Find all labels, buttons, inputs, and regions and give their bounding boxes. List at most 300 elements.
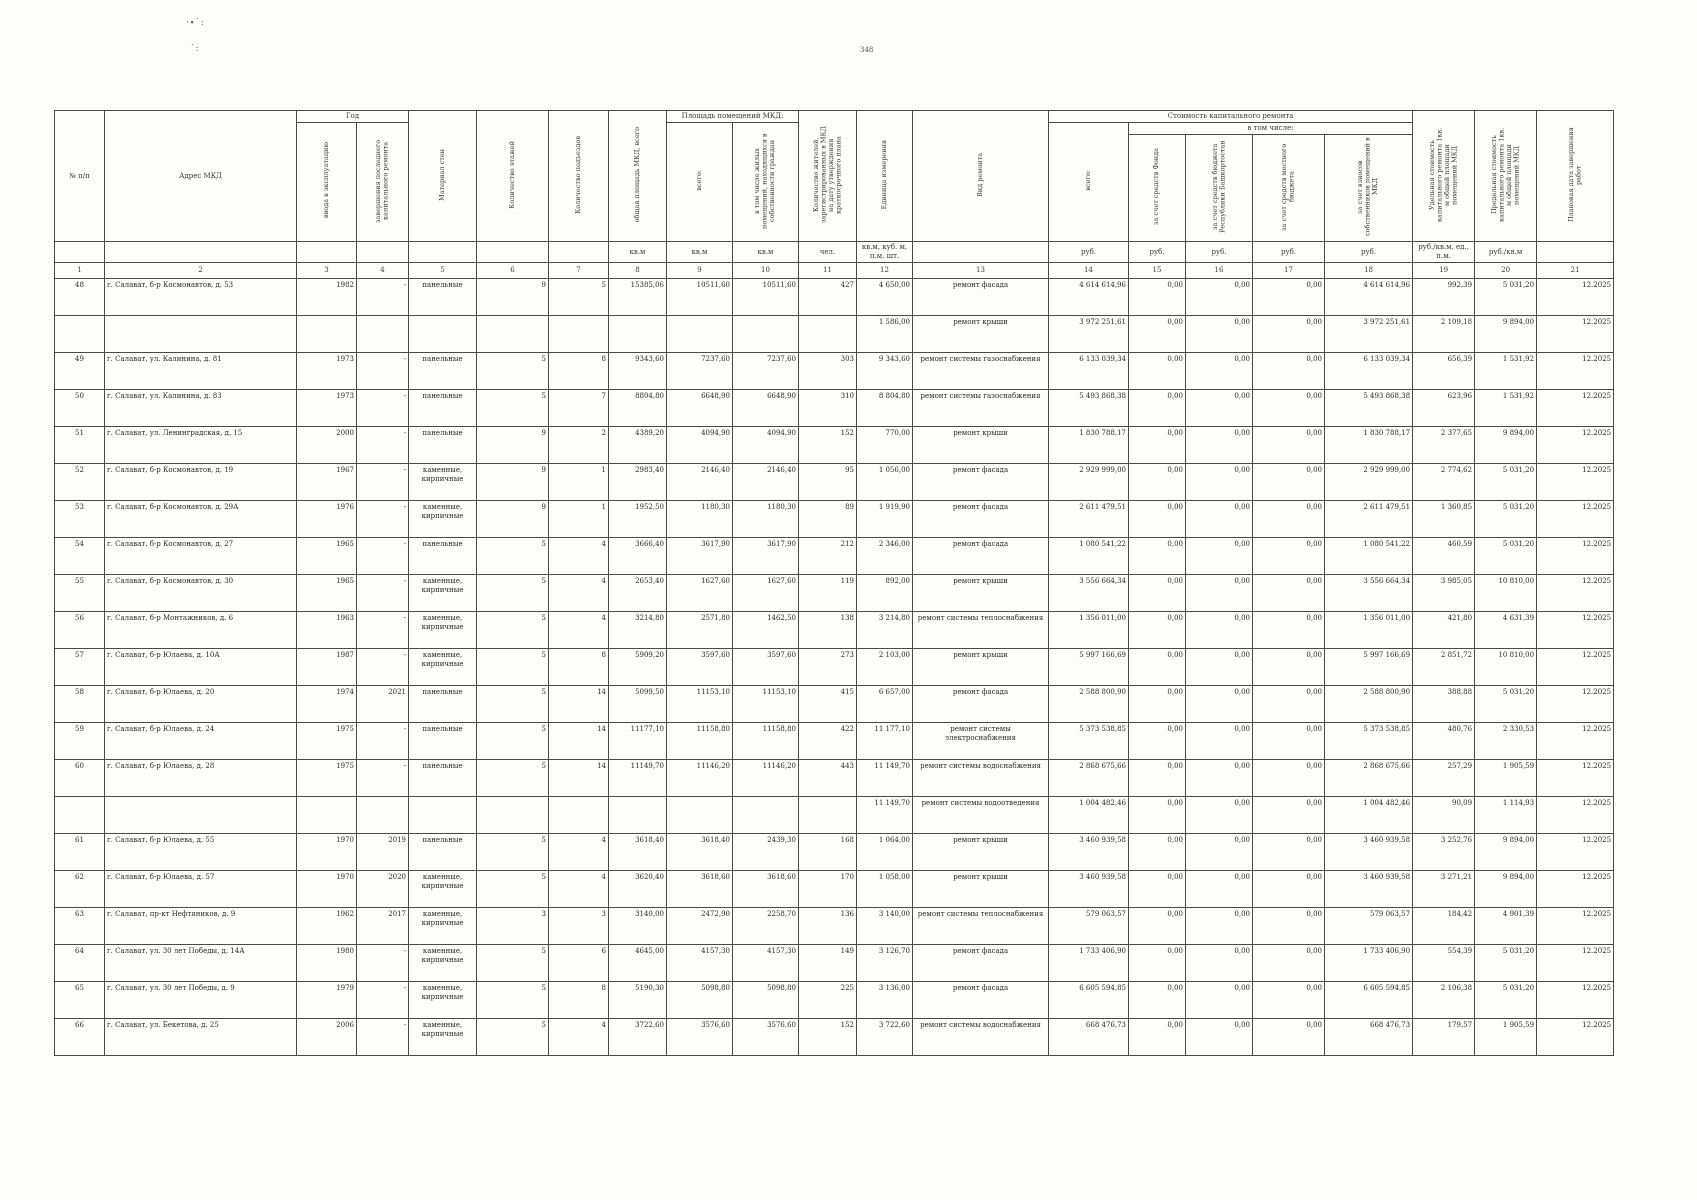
row-cost-total: 2 868 675,66 <box>1049 760 1129 797</box>
table-row <box>55 464 1614 501</box>
row-year-repair: - <box>357 501 409 538</box>
row-cost-owners: 3 972 251,61 <box>1325 316 1413 353</box>
row-total-area: 1952,50 <box>609 501 667 538</box>
table-row <box>55 908 1614 945</box>
row-volume: 1 058,00 <box>857 871 913 908</box>
unit-cell <box>477 242 549 263</box>
row-volume: 6 657,00 <box>857 686 913 723</box>
page-number: 348 <box>860 46 874 54</box>
table-row <box>55 390 1614 427</box>
row-cost-total: 1 830 788,17 <box>1049 427 1129 464</box>
row-residents: 152 <box>799 1019 857 1056</box>
col-unit-cost-header: Удельная стоимость капитального ремонта 1кв. м общей площади помещений МКД <box>1413 111 1475 242</box>
row-cost-rb-budget: 0,00 <box>1186 1019 1253 1056</box>
row-year-built: 1980 <box>297 945 357 982</box>
row-limit-cost: 5 031,20 <box>1475 686 1537 723</box>
row-cost-owners: 2 611 479,51 <box>1325 501 1413 538</box>
row-entrances: 6 <box>549 945 609 982</box>
row-wall-material: каменные, кирпичные <box>409 982 477 1019</box>
row-year-built: 1970 <box>297 871 357 908</box>
row-address: г. Салават, б-р Космонавтов, д. 27 <box>105 538 297 575</box>
row-premises-total <box>667 797 733 834</box>
row-cost-owners: 1 004 482,46 <box>1325 797 1413 834</box>
row-wall-material: панельные <box>409 686 477 723</box>
row-premises-total: 4094,90 <box>667 427 733 464</box>
row-cost-total: 1 356 011,00 <box>1049 612 1129 649</box>
row-cost-fund: 0,00 <box>1129 686 1186 723</box>
row-work-type: ремонт системы теплоснабжения <box>913 908 1049 945</box>
row-residents <box>799 797 857 834</box>
row-cost-fund: 0,00 <box>1129 649 1186 686</box>
row-cost-rb-budget: 0,00 <box>1186 982 1253 1019</box>
row-address: г. Салават, б-р Юлаева, д. 57 <box>105 871 297 908</box>
row-volume: 1 919,90 <box>857 501 913 538</box>
row-plan-date: 12.2025 <box>1537 501 1614 538</box>
row-residents: 310 <box>799 390 857 427</box>
row-volume: 3 140,00 <box>857 908 913 945</box>
unit-cell: руб. <box>1253 242 1325 263</box>
unit-cell <box>297 242 357 263</box>
row-entrances: 8 <box>549 353 609 390</box>
table-row <box>55 797 1614 834</box>
row-volume: 4 650,00 <box>857 279 913 316</box>
unit-cell <box>1537 242 1614 263</box>
row-volume: 8 804,80 <box>857 390 913 427</box>
unit-cell: кв.м <box>609 242 667 263</box>
row-year-built: 1973 <box>297 353 357 390</box>
row-cost-rb-budget: 0,00 <box>1186 649 1253 686</box>
row-premises-owned: 2439,30 <box>733 834 799 871</box>
row-plan-date: 12.2025 <box>1537 797 1614 834</box>
row-work-type: ремонт системы теплоснабжения <box>913 612 1049 649</box>
row-unit-cost: 460,59 <box>1413 538 1475 575</box>
row-limit-cost: 5 031,20 <box>1475 538 1537 575</box>
row-year-built: 1975 <box>297 723 357 760</box>
column-number-cell: 11 <box>799 263 857 279</box>
column-number-cell: 13 <box>913 263 1049 279</box>
row-limit-cost: 5 031,20 <box>1475 982 1537 1019</box>
table-row <box>55 834 1614 871</box>
row-cost-fund: 0,00 <box>1129 390 1186 427</box>
row-year-built: 1962 <box>297 908 357 945</box>
row-limit-cost: 4 631,39 <box>1475 612 1537 649</box>
row-limit-cost: 1 531,92 <box>1475 390 1537 427</box>
row-entrances <box>549 316 609 353</box>
row-num <box>55 797 105 834</box>
table-row <box>55 982 1614 1019</box>
row-volume: 3 136,00 <box>857 982 913 1019</box>
row-residents: 415 <box>799 686 857 723</box>
row-limit-cost: 4 901,39 <box>1475 908 1537 945</box>
row-entrances: 14 <box>549 760 609 797</box>
table-row <box>55 427 1614 464</box>
row-year-repair: - <box>357 575 409 612</box>
row-premises-owned: 1462,50 <box>733 612 799 649</box>
row-year-built: 1973 <box>297 390 357 427</box>
col-num-header: № п/п <box>55 111 105 242</box>
row-cost-rb-budget: 0,00 <box>1186 464 1253 501</box>
row-cost-local-budget: 0,00 <box>1253 464 1325 501</box>
units-row <box>55 242 1614 263</box>
row-cost-owners: 668 476,73 <box>1325 1019 1413 1056</box>
row-num: 51 <box>55 427 105 464</box>
row-floors: 5 <box>477 538 549 575</box>
row-premises-total <box>667 316 733 353</box>
row-unit-cost: 3 271,21 <box>1413 871 1475 908</box>
row-num: 52 <box>55 464 105 501</box>
row-entrances: 4 <box>549 538 609 575</box>
row-unit-cost: 90,09 <box>1413 797 1475 834</box>
row-year-built: 1982 <box>297 279 357 316</box>
row-total-area: 3618,40 <box>609 834 667 871</box>
row-cost-owners: 1 830 788,17 <box>1325 427 1413 464</box>
row-residents: 303 <box>799 353 857 390</box>
table-row <box>55 612 1614 649</box>
row-floors <box>477 797 549 834</box>
row-cost-local-budget: 0,00 <box>1253 945 1325 982</box>
row-address: г. Салават, б-р Юлаева, д. 20 <box>105 686 297 723</box>
row-premises-owned <box>733 316 799 353</box>
row-entrances: 4 <box>549 612 609 649</box>
row-cost-rb-budget: 0,00 <box>1186 871 1253 908</box>
row-year-built: 1965 <box>297 538 357 575</box>
row-premises-owned: 11153,10 <box>733 686 799 723</box>
row-year-repair: - <box>357 538 409 575</box>
col-material-header: Материал стен <box>409 111 477 242</box>
row-floors: 5 <box>477 945 549 982</box>
row-volume: 3 722,60 <box>857 1019 913 1056</box>
row-plan-date: 12.2025 <box>1537 427 1614 464</box>
row-limit-cost: 10 810,00 <box>1475 649 1537 686</box>
row-address: г. Салават, б-р Космонавтов, д. 29А <box>105 501 297 538</box>
row-floors: 5 <box>477 686 549 723</box>
row-cost-local-budget: 0,00 <box>1253 908 1325 945</box>
row-cost-rb-budget: 0,00 <box>1186 501 1253 538</box>
row-residents: 152 <box>799 427 857 464</box>
row-premises-total: 3617,90 <box>667 538 733 575</box>
row-total-area: 4389,20 <box>609 427 667 464</box>
row-entrances: 4 <box>549 1019 609 1056</box>
row-unit-cost: 2 851,72 <box>1413 649 1475 686</box>
row-cost-owners: 3 460 939,58 <box>1325 871 1413 908</box>
row-work-type: ремонт крыши <box>913 427 1049 464</box>
row-wall-material: каменные, кирпичные <box>409 501 477 538</box>
row-cost-local-budget: 0,00 <box>1253 612 1325 649</box>
row-entrances: 4 <box>549 871 609 908</box>
row-year-repair: - <box>357 649 409 686</box>
col-year-built-header: ввода в эксплуатацию <box>297 123 357 242</box>
row-unit-cost: 388,88 <box>1413 686 1475 723</box>
row-unit-cost: 2 106,38 <box>1413 982 1475 1019</box>
row-work-type: ремонт крыши <box>913 834 1049 871</box>
row-year-repair: 2017 <box>357 908 409 945</box>
column-number-cell: 19 <box>1413 263 1475 279</box>
row-total-area: 11177,10 <box>609 723 667 760</box>
col-floors-header: Количество этажей <box>477 111 549 242</box>
row-cost-total: 579 063,57 <box>1049 908 1129 945</box>
row-year-built: 1965 <box>297 575 357 612</box>
row-cost-owners: 2 588 800,90 <box>1325 686 1413 723</box>
row-cost-local-budget: 0,00 <box>1253 390 1325 427</box>
row-year-repair: - <box>357 427 409 464</box>
row-premises-owned: 1180,30 <box>733 501 799 538</box>
row-plan-date: 12.2025 <box>1537 390 1614 427</box>
unit-cell <box>549 242 609 263</box>
column-number-cell: 4 <box>357 263 409 279</box>
row-plan-date: 12.2025 <box>1537 464 1614 501</box>
row-entrances: 8 <box>549 982 609 1019</box>
row-entrances: 1 <box>549 464 609 501</box>
row-cost-rb-budget: 0,00 <box>1186 575 1253 612</box>
row-cost-total: 1 080 541,22 <box>1049 538 1129 575</box>
row-cost-owners: 6 605 594,85 <box>1325 982 1413 1019</box>
unit-cell <box>55 242 105 263</box>
row-cost-fund: 0,00 <box>1129 501 1186 538</box>
premises-group-header: Площадь помещений МКД: <box>667 111 799 123</box>
row-unit-cost: 623,96 <box>1413 390 1475 427</box>
row-unit-cost: 3 985,05 <box>1413 575 1475 612</box>
row-cost-total: 3 556 664,34 <box>1049 575 1129 612</box>
row-wall-material: каменные, кирпичные <box>409 908 477 945</box>
row-cost-local-budget: 0,00 <box>1253 501 1325 538</box>
col-limit-cost-header: Предельная стоимость капитального ремонта 1кв. м общей площади помещений МКД <box>1475 111 1537 242</box>
row-floors: 3 <box>477 908 549 945</box>
row-volume: 1 064,00 <box>857 834 913 871</box>
row-unit-cost: 1 360,85 <box>1413 501 1475 538</box>
row-work-type: ремонт системы газоснабжения <box>913 390 1049 427</box>
row-limit-cost: 5 031,20 <box>1475 464 1537 501</box>
row-cost-total: 3 972 251,61 <box>1049 316 1129 353</box>
row-plan-date: 12.2025 <box>1537 279 1614 316</box>
row-wall-material: каменные, кирпичные <box>409 575 477 612</box>
row-plan-date: 12.2025 <box>1537 649 1614 686</box>
table-row <box>55 760 1614 797</box>
table-row <box>55 575 1614 612</box>
row-entrances: 4 <box>549 575 609 612</box>
table-row <box>55 1019 1614 1056</box>
row-volume: 9 343,60 <box>857 353 913 390</box>
row-address <box>105 797 297 834</box>
table-row <box>55 945 1614 982</box>
row-volume: 2 346,00 <box>857 538 913 575</box>
row-cost-total: 6 133 039,34 <box>1049 353 1129 390</box>
row-total-area: 8804,80 <box>609 390 667 427</box>
unit-cell: руб. <box>1186 242 1253 263</box>
row-cost-local-budget: 0,00 <box>1253 279 1325 316</box>
row-volume: 770,00 <box>857 427 913 464</box>
row-cost-total: 5 997 166,69 <box>1049 649 1129 686</box>
row-cost-fund: 0,00 <box>1129 353 1186 390</box>
row-residents: 95 <box>799 464 857 501</box>
row-unit-cost: 179,57 <box>1413 1019 1475 1056</box>
row-year-built: 2000 <box>297 427 357 464</box>
repair-plan-grid <box>54 110 1614 1056</box>
row-address: г. Салават, ул. Калинина, д. 83 <box>105 390 297 427</box>
row-wall-material: панельные <box>409 390 477 427</box>
row-plan-date: 12.2025 <box>1537 1019 1614 1056</box>
column-number-cell: 10 <box>733 263 799 279</box>
row-num: 61 <box>55 834 105 871</box>
row-num: 58 <box>55 686 105 723</box>
row-plan-date: 12.2025 <box>1537 686 1614 723</box>
row-wall-material: каменные, кирпичные <box>409 649 477 686</box>
row-cost-rb-budget: 0,00 <box>1186 353 1253 390</box>
row-num: 60 <box>55 760 105 797</box>
unit-cell <box>409 242 477 263</box>
column-number-cell: 6 <box>477 263 549 279</box>
row-year-built <box>297 797 357 834</box>
row-premises-total: 10511,60 <box>667 279 733 316</box>
row-residents: 443 <box>799 760 857 797</box>
row-premises-owned: 1627,60 <box>733 575 799 612</box>
row-year-repair: - <box>357 464 409 501</box>
row-cost-rb-budget: 0,00 <box>1186 427 1253 464</box>
row-work-type: ремонт системы электроснабжения <box>913 723 1049 760</box>
col-entrances-header: Количество подъездов <box>549 111 609 242</box>
row-residents: 273 <box>799 649 857 686</box>
row-year-repair: - <box>357 723 409 760</box>
row-cost-rb-budget: 0,00 <box>1186 797 1253 834</box>
row-limit-cost: 9 894,00 <box>1475 834 1537 871</box>
row-num: 48 <box>55 279 105 316</box>
row-cost-total: 2 588 800,90 <box>1049 686 1129 723</box>
row-cost-total: 5 493 868,38 <box>1049 390 1129 427</box>
table-row <box>55 871 1614 908</box>
row-cost-fund: 0,00 <box>1129 797 1186 834</box>
row-cost-local-budget: 0,00 <box>1253 760 1325 797</box>
row-total-area: 3214,80 <box>609 612 667 649</box>
row-address: г. Салават, б-р Юлаева, д. 28 <box>105 760 297 797</box>
row-entrances: 1 <box>549 501 609 538</box>
table-row <box>55 649 1614 686</box>
row-work-type: ремонт системы газоснабжения <box>913 353 1049 390</box>
row-address: г. Салават, ул. Бекетова, д. 25 <box>105 1019 297 1056</box>
year-group-header: Год <box>297 111 409 123</box>
table-row <box>55 279 1614 316</box>
row-premises-total: 11158,80 <box>667 723 733 760</box>
unit-cell: чел. <box>799 242 857 263</box>
row-wall-material: каменные, кирпичные <box>409 945 477 982</box>
row-address: г. Салават, пр-кт Нефтяников, д. 9 <box>105 908 297 945</box>
row-residents: 89 <box>799 501 857 538</box>
row-num: 66 <box>55 1019 105 1056</box>
row-year-built: 1970 <box>297 834 357 871</box>
row-residents: 427 <box>799 279 857 316</box>
row-address <box>105 316 297 353</box>
column-number-cell: 14 <box>1049 263 1129 279</box>
row-wall-material: панельные <box>409 723 477 760</box>
row-cost-fund: 0,00 <box>1129 279 1186 316</box>
row-premises-total: 3576,60 <box>667 1019 733 1056</box>
row-cost-owners: 2 929 999,00 <box>1325 464 1413 501</box>
col-owners-header: за счет взносов собственников помещений в МКД <box>1325 135 1413 242</box>
row-year-repair: - <box>357 390 409 427</box>
row-num: 59 <box>55 723 105 760</box>
row-wall-material <box>409 797 477 834</box>
row-unit-cost: 992,39 <box>1413 279 1475 316</box>
row-address: г. Салават, б-р Космонавтов, д. 30 <box>105 575 297 612</box>
row-cost-rb-budget: 0,00 <box>1186 760 1253 797</box>
row-floors: 9 <box>477 501 549 538</box>
row-num: 50 <box>55 390 105 427</box>
row-address: г. Салават, ул. Калинина, д. 81 <box>105 353 297 390</box>
row-floors: 5 <box>477 1019 549 1056</box>
row-year-repair: 2020 <box>357 871 409 908</box>
row-premises-total: 3597,60 <box>667 649 733 686</box>
row-floors: 9 <box>477 427 549 464</box>
row-total-area <box>609 316 667 353</box>
row-floors: 5 <box>477 649 549 686</box>
row-plan-date: 12.2025 <box>1537 575 1614 612</box>
row-wall-material: каменные, кирпичные <box>409 464 477 501</box>
row-entrances: 5 <box>549 279 609 316</box>
row-unit-cost: 2 109,18 <box>1413 316 1475 353</box>
row-cost-owners: 4 614 614,96 <box>1325 279 1413 316</box>
row-cost-fund: 0,00 <box>1129 464 1186 501</box>
col-rb-budget-header: за счет средств бюджета Республики Башкортостан <box>1186 135 1253 242</box>
row-wall-material: каменные, кирпичные <box>409 1019 477 1056</box>
row-num: 53 <box>55 501 105 538</box>
unit-cell: кв.м, куб. м, п.м, шт. <box>857 242 913 263</box>
row-cost-local-budget: 0,00 <box>1253 575 1325 612</box>
row-cost-owners: 579 063,57 <box>1325 908 1413 945</box>
row-entrances: 7 <box>549 390 609 427</box>
row-year-built: 1976 <box>297 501 357 538</box>
capital-repair-table <box>54 110 1614 1056</box>
row-total-area: 2983,40 <box>609 464 667 501</box>
row-num: 57 <box>55 649 105 686</box>
row-volume: 11 177,10 <box>857 723 913 760</box>
column-number-cell: 9 <box>667 263 733 279</box>
row-cost-owners: 5 493 868,38 <box>1325 390 1413 427</box>
row-limit-cost: 5 031,20 <box>1475 279 1537 316</box>
row-address: г. Салават, б-р Юлаева, д. 10А <box>105 649 297 686</box>
row-cost-fund: 0,00 <box>1129 575 1186 612</box>
row-work-type: ремонт фасада <box>913 501 1049 538</box>
row-limit-cost: 5 031,20 <box>1475 501 1537 538</box>
row-cost-local-budget: 0,00 <box>1253 686 1325 723</box>
row-cost-local-budget: 0,00 <box>1253 871 1325 908</box>
row-premises-total: 1180,30 <box>667 501 733 538</box>
row-year-repair: - <box>357 612 409 649</box>
row-cost-local-budget: 0,00 <box>1253 316 1325 353</box>
col-cost-total-header: всего: <box>1049 123 1129 242</box>
row-floors: 5 <box>477 982 549 1019</box>
row-floors: 5 <box>477 575 549 612</box>
row-plan-date: 12.2025 <box>1537 945 1614 982</box>
row-cost-total: 3 460 939,58 <box>1049 871 1129 908</box>
row-premises-owned: 11146,20 <box>733 760 799 797</box>
row-premises-owned: 2146,40 <box>733 464 799 501</box>
row-limit-cost: 5 031,20 <box>1475 945 1537 982</box>
unit-cell <box>913 242 1049 263</box>
row-premises-total: 6648,90 <box>667 390 733 427</box>
row-year-repair: - <box>357 945 409 982</box>
row-cost-rb-budget: 0,00 <box>1186 834 1253 871</box>
row-volume: 11 149,70 <box>857 760 913 797</box>
row-work-type: ремонт системы водоснабжения <box>913 760 1049 797</box>
row-unit-cost: 3 252,76 <box>1413 834 1475 871</box>
row-year-built: 1987 <box>297 649 357 686</box>
column-numbers-row <box>55 263 1614 279</box>
row-plan-date: 12.2025 <box>1537 353 1614 390</box>
column-number-cell: 3 <box>297 263 357 279</box>
row-year-repair <box>357 316 409 353</box>
column-number-cell: 8 <box>609 263 667 279</box>
unit-cell <box>105 242 297 263</box>
unit-cell: руб./кв.м <box>1475 242 1537 263</box>
scan-speck: ·∙˙: <box>186 18 205 28</box>
